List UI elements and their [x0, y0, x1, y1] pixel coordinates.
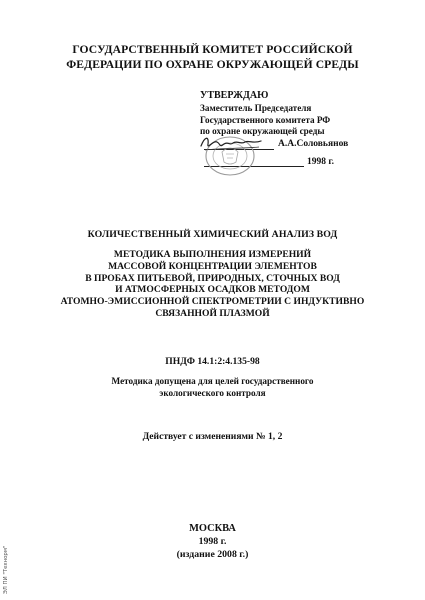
imprint-city: МОСКВА — [189, 523, 236, 534]
approval-role-line-1: Заместитель Председателя — [200, 103, 312, 114]
method-title — [0, 249, 425, 320]
agency-header — [0, 42, 425, 72]
document-code: ПНДФ 14.1:2:4.135-98 — [165, 356, 260, 367]
agency-line-1: ГОСУДАРСТВЕННЫЙ КОМИТЕТ РОССИЙСКОЙ — [72, 43, 353, 56]
approval-year: 1998 г. — [307, 156, 334, 167]
side-stamp-text: ЭЛ ПИ "Технорм" — [3, 545, 9, 594]
side-stamp — [3, 528, 11, 596]
method-title-line-3: В ПРОБАХ ПИТЬЕВОЙ, ПРИРОДНЫХ, СТОЧНЫХ ВОД — [85, 272, 340, 284]
imprint-year: 1998 г. — [198, 536, 227, 547]
signer-name: А.А.Соловьянов — [278, 138, 349, 149]
approval-role-line-3: по охране окружающей среды — [200, 126, 325, 137]
approval-role-line-2: Государственного комитета РФ — [200, 114, 331, 125]
method-title-line-4: И АТМОСФЕРНЫХ ОСАДКОВ МЕТОДОМ — [115, 284, 310, 296]
method-title-line-6: СВЯЗАННОЙ ПЛАЗМОЙ — [155, 307, 270, 319]
method-title-line-2: МАССОВОЙ КОНЦЕНТРАЦИИ ЭЛЕМЕНТОВ — [108, 260, 317, 272]
agency-line-2: ФЕДЕРАЦИИ ПО ОХРАНЕ ОКРУЖАЮЩЕЙ СРЕДЫ — [66, 58, 359, 71]
subject-heading: КОЛИЧЕСТВЕННЫЙ ХИМИЧЕСКИЙ АНАЛИЗ ВОД — [87, 229, 338, 240]
permitted-line-1: Методика допущена для целей государственного — [111, 376, 314, 386]
method-title-line-1: МЕТОДИКА ВЫПОЛНЕНИЯ ИЗМЕРЕНИЙ — [113, 249, 312, 260]
permitted-note — [0, 376, 425, 399]
imprint-edition: (издание 2008 г.) — [176, 549, 249, 560]
method-title-line-5: АТОМНО-ЭМИССИОННОЙ СПЕКТРОМЕТРИИ С ИНДУКТИВНО — [60, 296, 365, 308]
handwritten-signature-icon — [197, 132, 267, 154]
amendments-note: Действует с изменениями № 1, 2 — [142, 431, 283, 442]
imprint — [0, 522, 425, 561]
permitted-line-2: экологического контроля — [159, 387, 266, 398]
approval-heading: УТВЕРЖДАЮ — [200, 90, 269, 101]
